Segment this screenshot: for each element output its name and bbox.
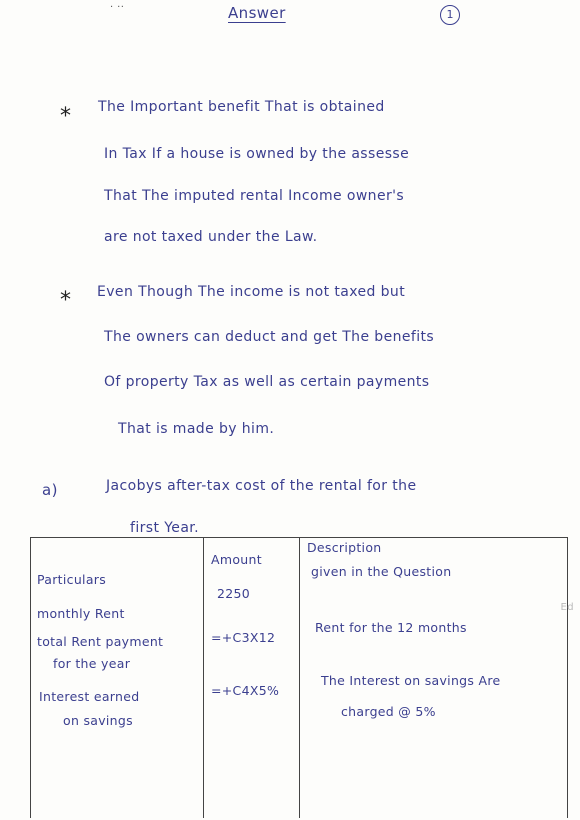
row-particular-cont: for the year bbox=[53, 656, 131, 671]
row-amount: 2250 bbox=[217, 586, 251, 601]
page-title: Answer bbox=[228, 4, 286, 22]
paragraph2-line: The owners can deduct and get The benefits bbox=[104, 329, 435, 345]
bullet-star: * bbox=[60, 288, 72, 313]
col-header-particulars: Particulars bbox=[37, 572, 107, 587]
col-header-description: Description bbox=[307, 540, 382, 555]
paragraph1-line: That The imputed rental Income owner's bbox=[104, 188, 405, 204]
question-label: a) bbox=[42, 481, 58, 499]
page-number-circle: 1 bbox=[440, 5, 460, 25]
row-description: The Interest on savings Are bbox=[321, 673, 501, 688]
bullet-star: * bbox=[60, 104, 72, 129]
row-description-cont: charged @ 5% bbox=[341, 704, 436, 719]
row-amount: =+C3X12 bbox=[211, 630, 276, 645]
paragraph2-line: Even Though The income is not taxed but bbox=[97, 284, 406, 300]
row-amount: =+C4X5% bbox=[211, 683, 280, 698]
row-particular: Interest earned bbox=[39, 689, 140, 704]
paragraph2-line: Of property Tax as well as certain payments bbox=[104, 374, 430, 390]
cost-table bbox=[30, 537, 568, 818]
row-description: Rent for the 12 months bbox=[315, 620, 467, 635]
paragraph1-line: In Tax If a house is owned by the assesse bbox=[104, 146, 410, 162]
table-divider bbox=[203, 538, 204, 818]
row-description: given in the Question bbox=[311, 564, 452, 579]
question-line: first Year. bbox=[130, 520, 200, 536]
row-particular: monthly Rent bbox=[37, 606, 125, 621]
col-header-amount: Amount bbox=[211, 552, 262, 567]
row-particular-cont: on savings bbox=[63, 713, 133, 728]
top-dots: · ·· bbox=[110, 2, 125, 13]
margin-note: Ed bbox=[560, 602, 574, 613]
question-line: Jacobys after-tax cost of the rental for the bbox=[106, 478, 417, 494]
table-divider bbox=[299, 538, 300, 818]
paragraph2-line: That is made by him. bbox=[118, 421, 275, 437]
row-particular: total Rent payment bbox=[37, 634, 164, 649]
paragraph1-line: are not taxed under the Law. bbox=[104, 229, 318, 245]
paragraph1-line: The Important benefit That is obtained bbox=[98, 99, 385, 115]
